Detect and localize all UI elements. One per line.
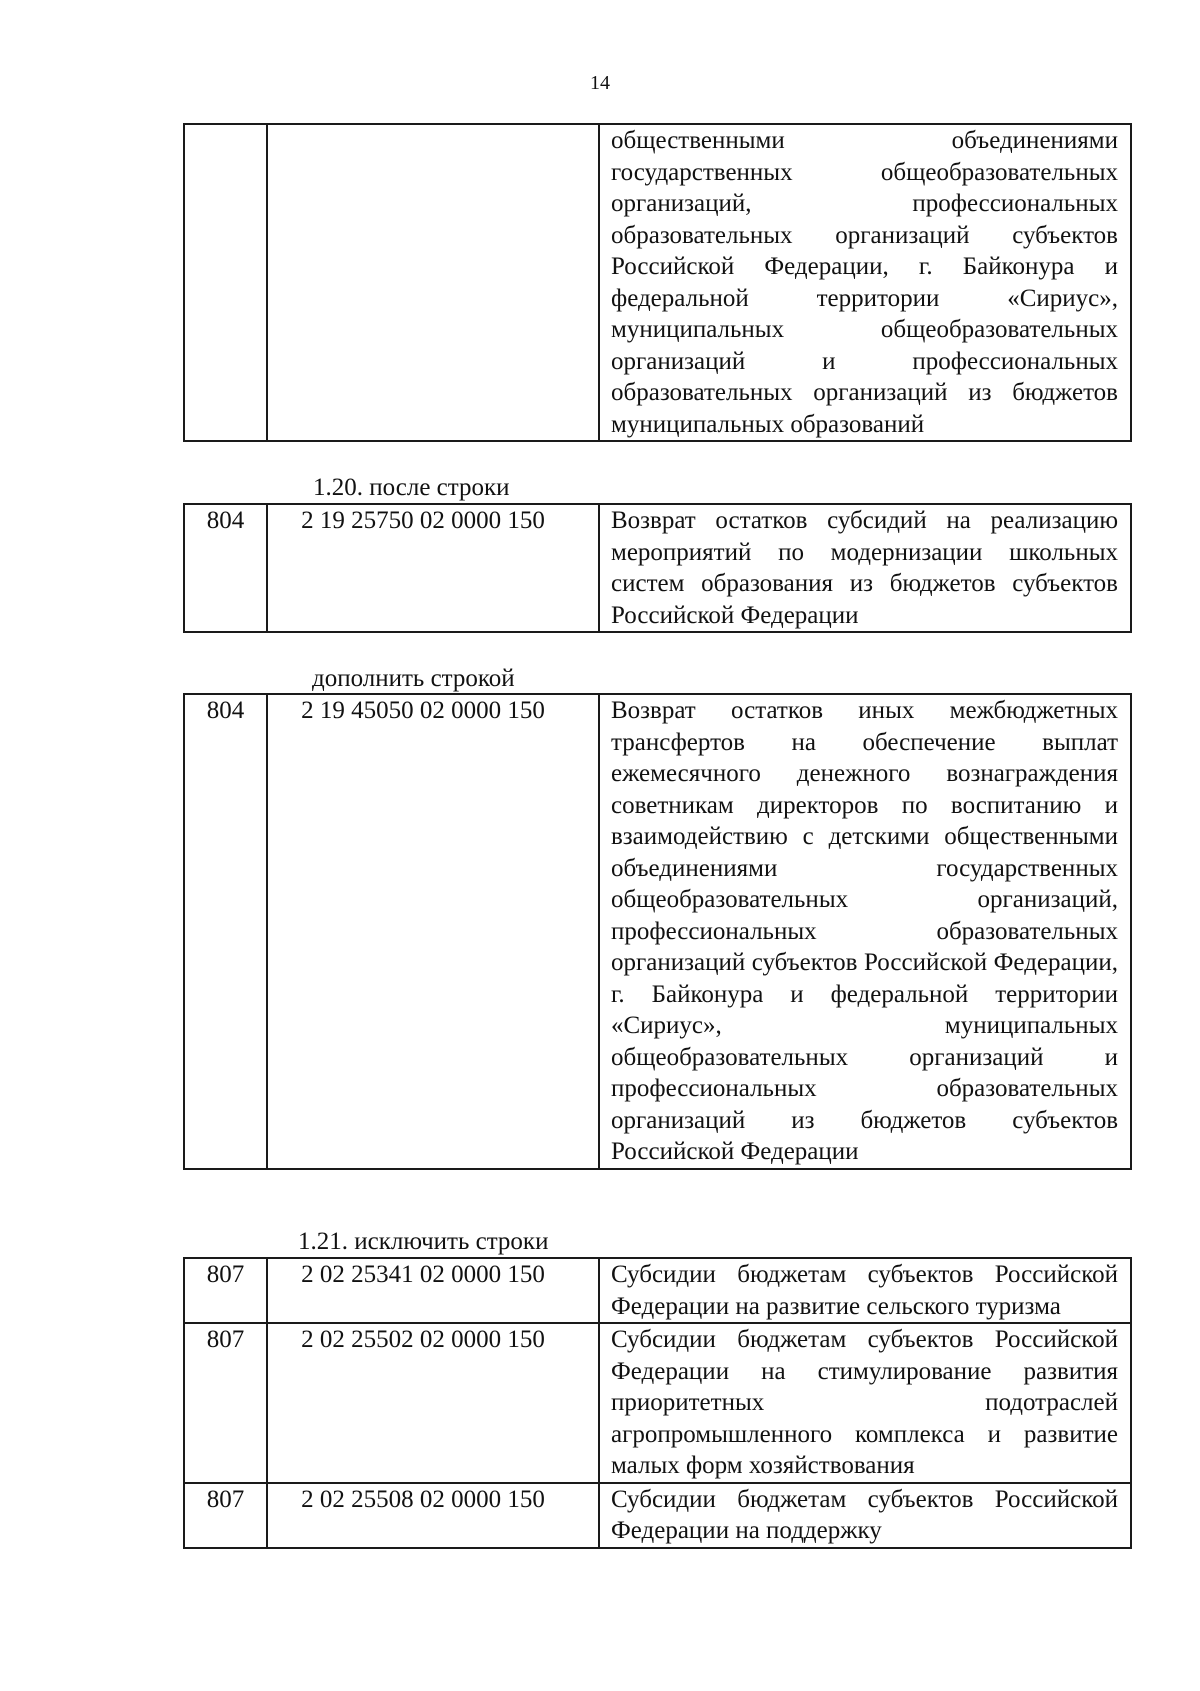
admin-code-cell: 807 — [184, 1323, 267, 1483]
table-row — [184, 1258, 1131, 1323]
description-cell: общественными объединениями государственных общеобразовательных организаций, профессиональных образовательных организаций субъектов Российской Федерации, г. Байконура и федеральной территории «Сириус», муниципальных общеобразовательных организаций и профессиональных образовательных организаций из бюджетов муниципальных образований — [599, 124, 1131, 441]
admin-code-cell: 804 — [184, 504, 267, 632]
description-cell: Субсидии бюджетам субъектов Российской Федерации на поддержку — [599, 1483, 1131, 1548]
description-cell: Возврат остатков субсидий на реализацию мероприятий по модернизации школьных систем образования из бюджетов субъектов Российской Федерации — [599, 504, 1131, 632]
table-row — [184, 1323, 1131, 1483]
income-code-cell: 2 19 25750 02 0000 150 — [267, 504, 599, 632]
description-cell: Возврат остатков иных межбюджетных трансфертов на обеспечение выплат ежемесячного денежного вознаграждения советникам директоров по воспитанию и взаимодействию с детскими общественными объединениями государственных общеобразовательных организаций, профессиональных образовательных организаций субъектов Российской Федерации, г. Байконура и федеральной территории «Сириус», муниципальных общеобразовательных организаций и профессиональных образовательных организаций из бюджетов субъектов Российской Федерации — [599, 694, 1131, 1169]
admin-code-cell: 807 — [184, 1258, 267, 1323]
page-number: 14 — [590, 72, 610, 94]
income-code-cell: 2 02 25502 02 0000 150 — [267, 1323, 599, 1483]
description-cell: Субсидии бюджетам субъектов Российской Федерации на развитие сельского туризма — [599, 1258, 1131, 1323]
section-heading-1-21: 1.21. исключить строки — [298, 1228, 549, 1255]
admin-code-cell — [184, 124, 267, 441]
table-row — [184, 504, 1131, 632]
table-add — [183, 693, 1132, 1170]
table-1-21 — [183, 1257, 1132, 1549]
income-code-cell — [267, 124, 599, 441]
admin-code-cell: 804 — [184, 694, 267, 1169]
income-code-cell: 2 02 25508 02 0000 150 — [267, 1483, 599, 1548]
description-cell: Субсидии бюджетам субъектов Российской Федерации на стимулирование развития приоритетных подотраслей агропромышленного комплекса и развитие малых форм хозяйствования — [599, 1323, 1131, 1483]
table-row — [184, 124, 1131, 441]
continuation-table — [183, 123, 1132, 442]
section-heading-1-20: 1.20. после строки — [313, 474, 510, 501]
income-code-cell: 2 19 45050 02 0000 150 — [267, 694, 599, 1169]
table-row — [184, 1483, 1131, 1548]
section-heading-add: дополнить строкой — [312, 665, 515, 692]
table-1-20 — [183, 503, 1132, 633]
admin-code-cell: 807 — [184, 1483, 267, 1548]
income-code-cell: 2 02 25341 02 0000 150 — [267, 1258, 599, 1323]
table-row — [184, 694, 1131, 1169]
